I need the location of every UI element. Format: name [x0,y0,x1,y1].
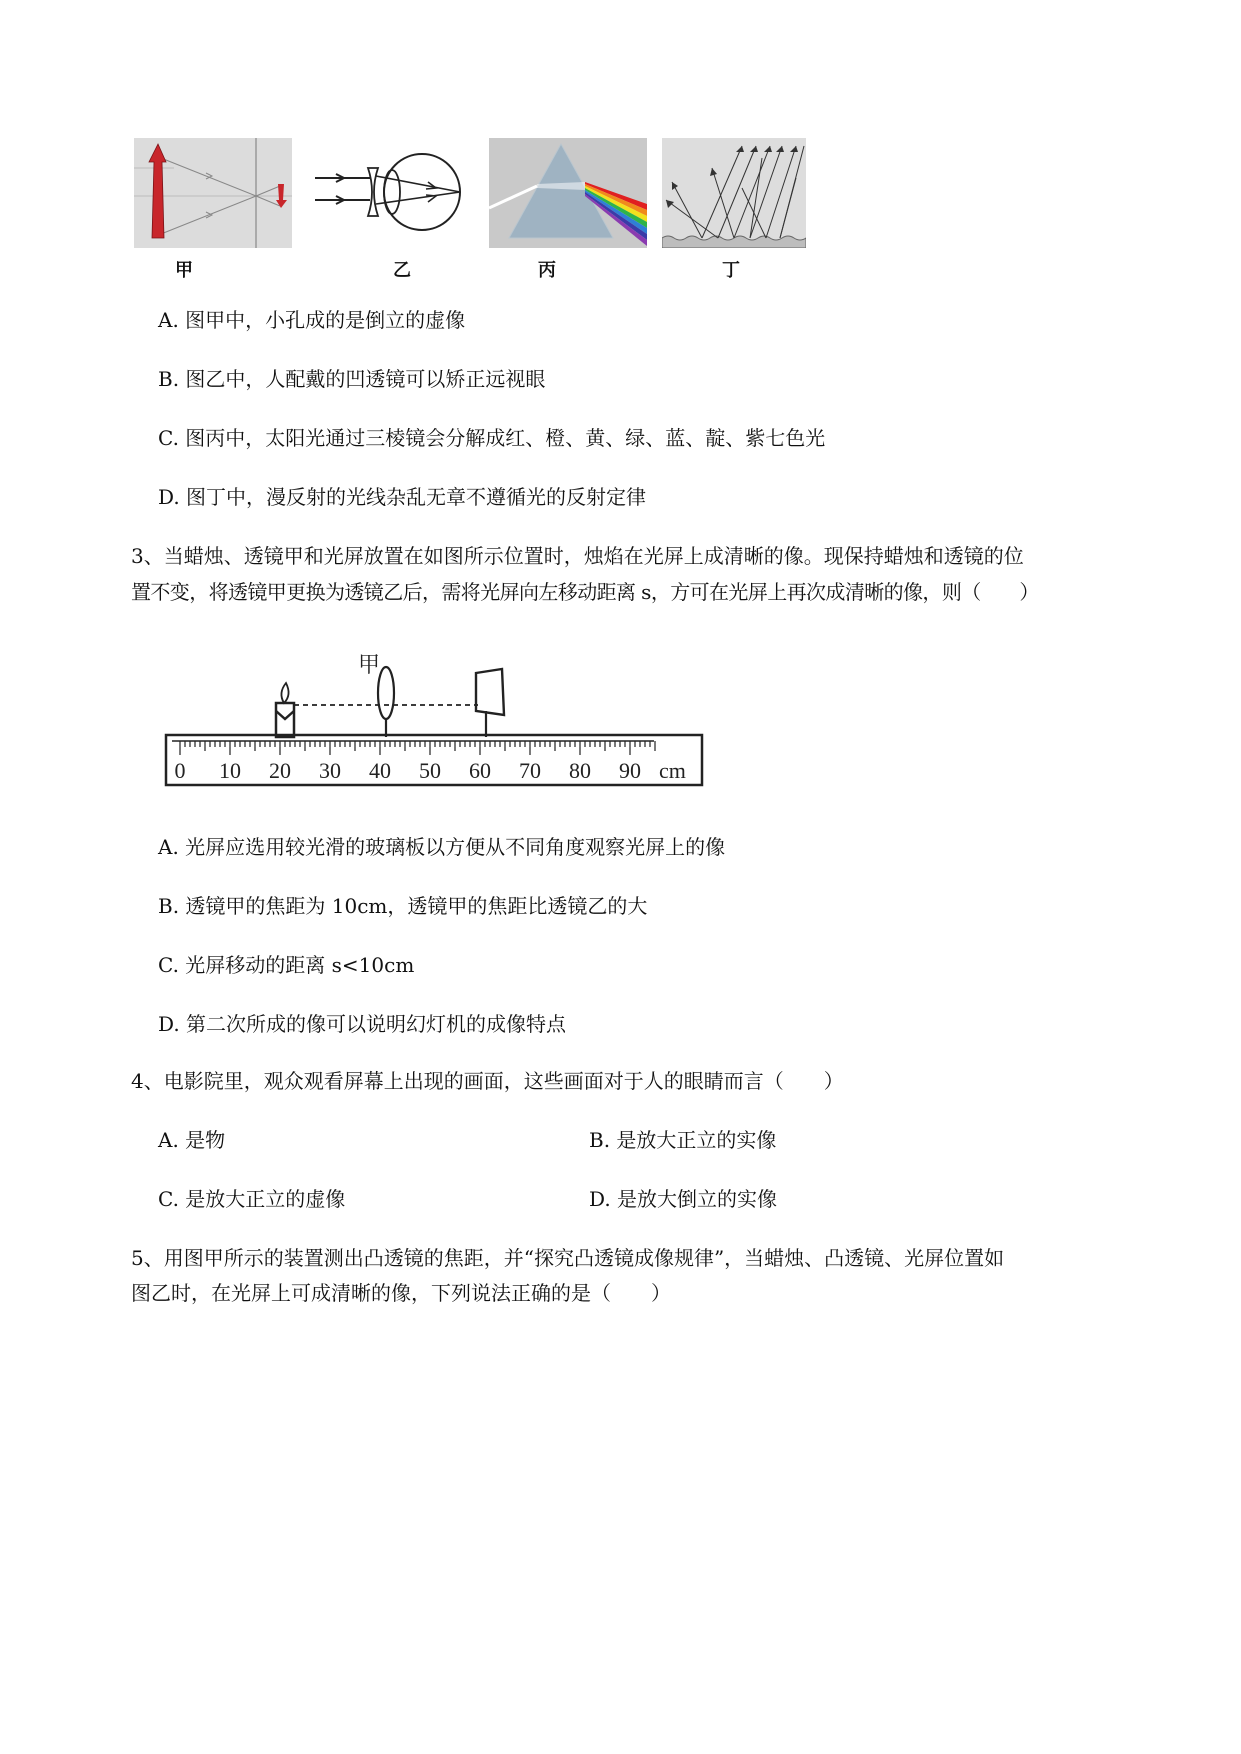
ruler-label: 80 [569,758,591,783]
q3-stem-line1: 3、当蜡烛、透镜甲和光屏放置在如图所示位置时，烛焰在光屏上成清晰的像。现保持蜡烛和透镜的位 [131,544,1024,568]
caption-bing: 丙 [538,260,556,281]
q2-option-d[interactable]: D. 图丁中，漫反射的光线杂乱无章不遵循光的反射定律 [158,485,647,509]
optical-bench-figure [160,645,710,790]
q2-option-c[interactable]: C. 图丙中，太阳光通过三棱镜会分解成红、橙、黄、绿、蓝、靛、紫七色光 [158,426,826,450]
caption-jia: 甲 [175,260,193,281]
q4-option-a[interactable]: A. 是物 [158,1128,226,1152]
q3-option-b[interactable]: B. 透镜甲的焦距为 10cm，透镜甲的焦距比透镜乙的大 [158,894,648,918]
eye-lens-diagram [310,138,470,248]
figure-ding [662,138,806,248]
ruler-label: 50 [419,758,441,783]
q3-stem-line2: 置不变，将透镜甲更换为透镜乙后，需将光屏向左移动距离 s，方可在光屏上再次成清晰的像，则（ ） [131,580,1039,604]
figure-jia [134,138,292,248]
lens [378,667,394,719]
ruler-label: 90 [619,758,641,783]
ruler-label: 30 [319,758,341,783]
ruler-label: 0 [174,758,186,783]
ruler-label: 40 [369,758,391,783]
q3-option-a[interactable]: A. 光屏应选用较光滑的玻璃板以方便从不同角度观察光屏上的像 [158,835,726,859]
ruler-label: 70 [519,758,541,783]
q4-option-c[interactable]: C. 是放大正立的虚像 [158,1187,346,1211]
q2-option-b[interactable]: B. 图乙中，人配戴的凹透镜可以矫正远视眼 [158,367,546,391]
diffuse-reflection-diagram [662,138,806,248]
prism-diagram [489,138,647,248]
pinhole-diagram [134,138,292,248]
figure-bing [489,138,647,248]
lens-label: 甲 [358,653,381,678]
optical-bench-svg [160,645,710,790]
ruler-label: 60 [469,758,491,783]
caption-yi: 乙 [393,260,411,281]
ruler-label: cm [659,758,686,783]
screen [476,669,504,715]
q2-option-a[interactable]: A. 图甲中，小孔成的是倒立的虚像 [158,308,466,332]
flame [281,683,288,703]
q4-option-b[interactable]: B. 是放大正立的实像 [589,1128,777,1152]
q5-stem-line2: 图乙时，在光屏上可成清晰的像，下列说法正确的是（ ） [131,1281,671,1305]
ruler-label: 10 [219,758,241,783]
figure-yi [310,138,470,248]
q4-option-d[interactable]: D. 是放大倒立的实像 [589,1187,778,1211]
caption-ding: 丁 [722,260,740,281]
q3-option-c[interactable]: C. 光屏移动的距离 s<10cm [158,953,415,977]
q3-option-d[interactable]: D. 第二次所成的像可以说明幻灯机的成像特点 [158,1012,567,1036]
ruler-label: 20 [269,758,291,783]
q4-stem: 4、电影院里，观众观看屏幕上出现的画面，这些画面对于人的眼睛而言（ ） [131,1069,844,1093]
q5-stem-line1: 5、用图甲所示的装置测出凸透镜的焦距，并“探究凸透镜成像规律”，当蜡烛、凸透镜、光屏位置如 [131,1246,1005,1270]
